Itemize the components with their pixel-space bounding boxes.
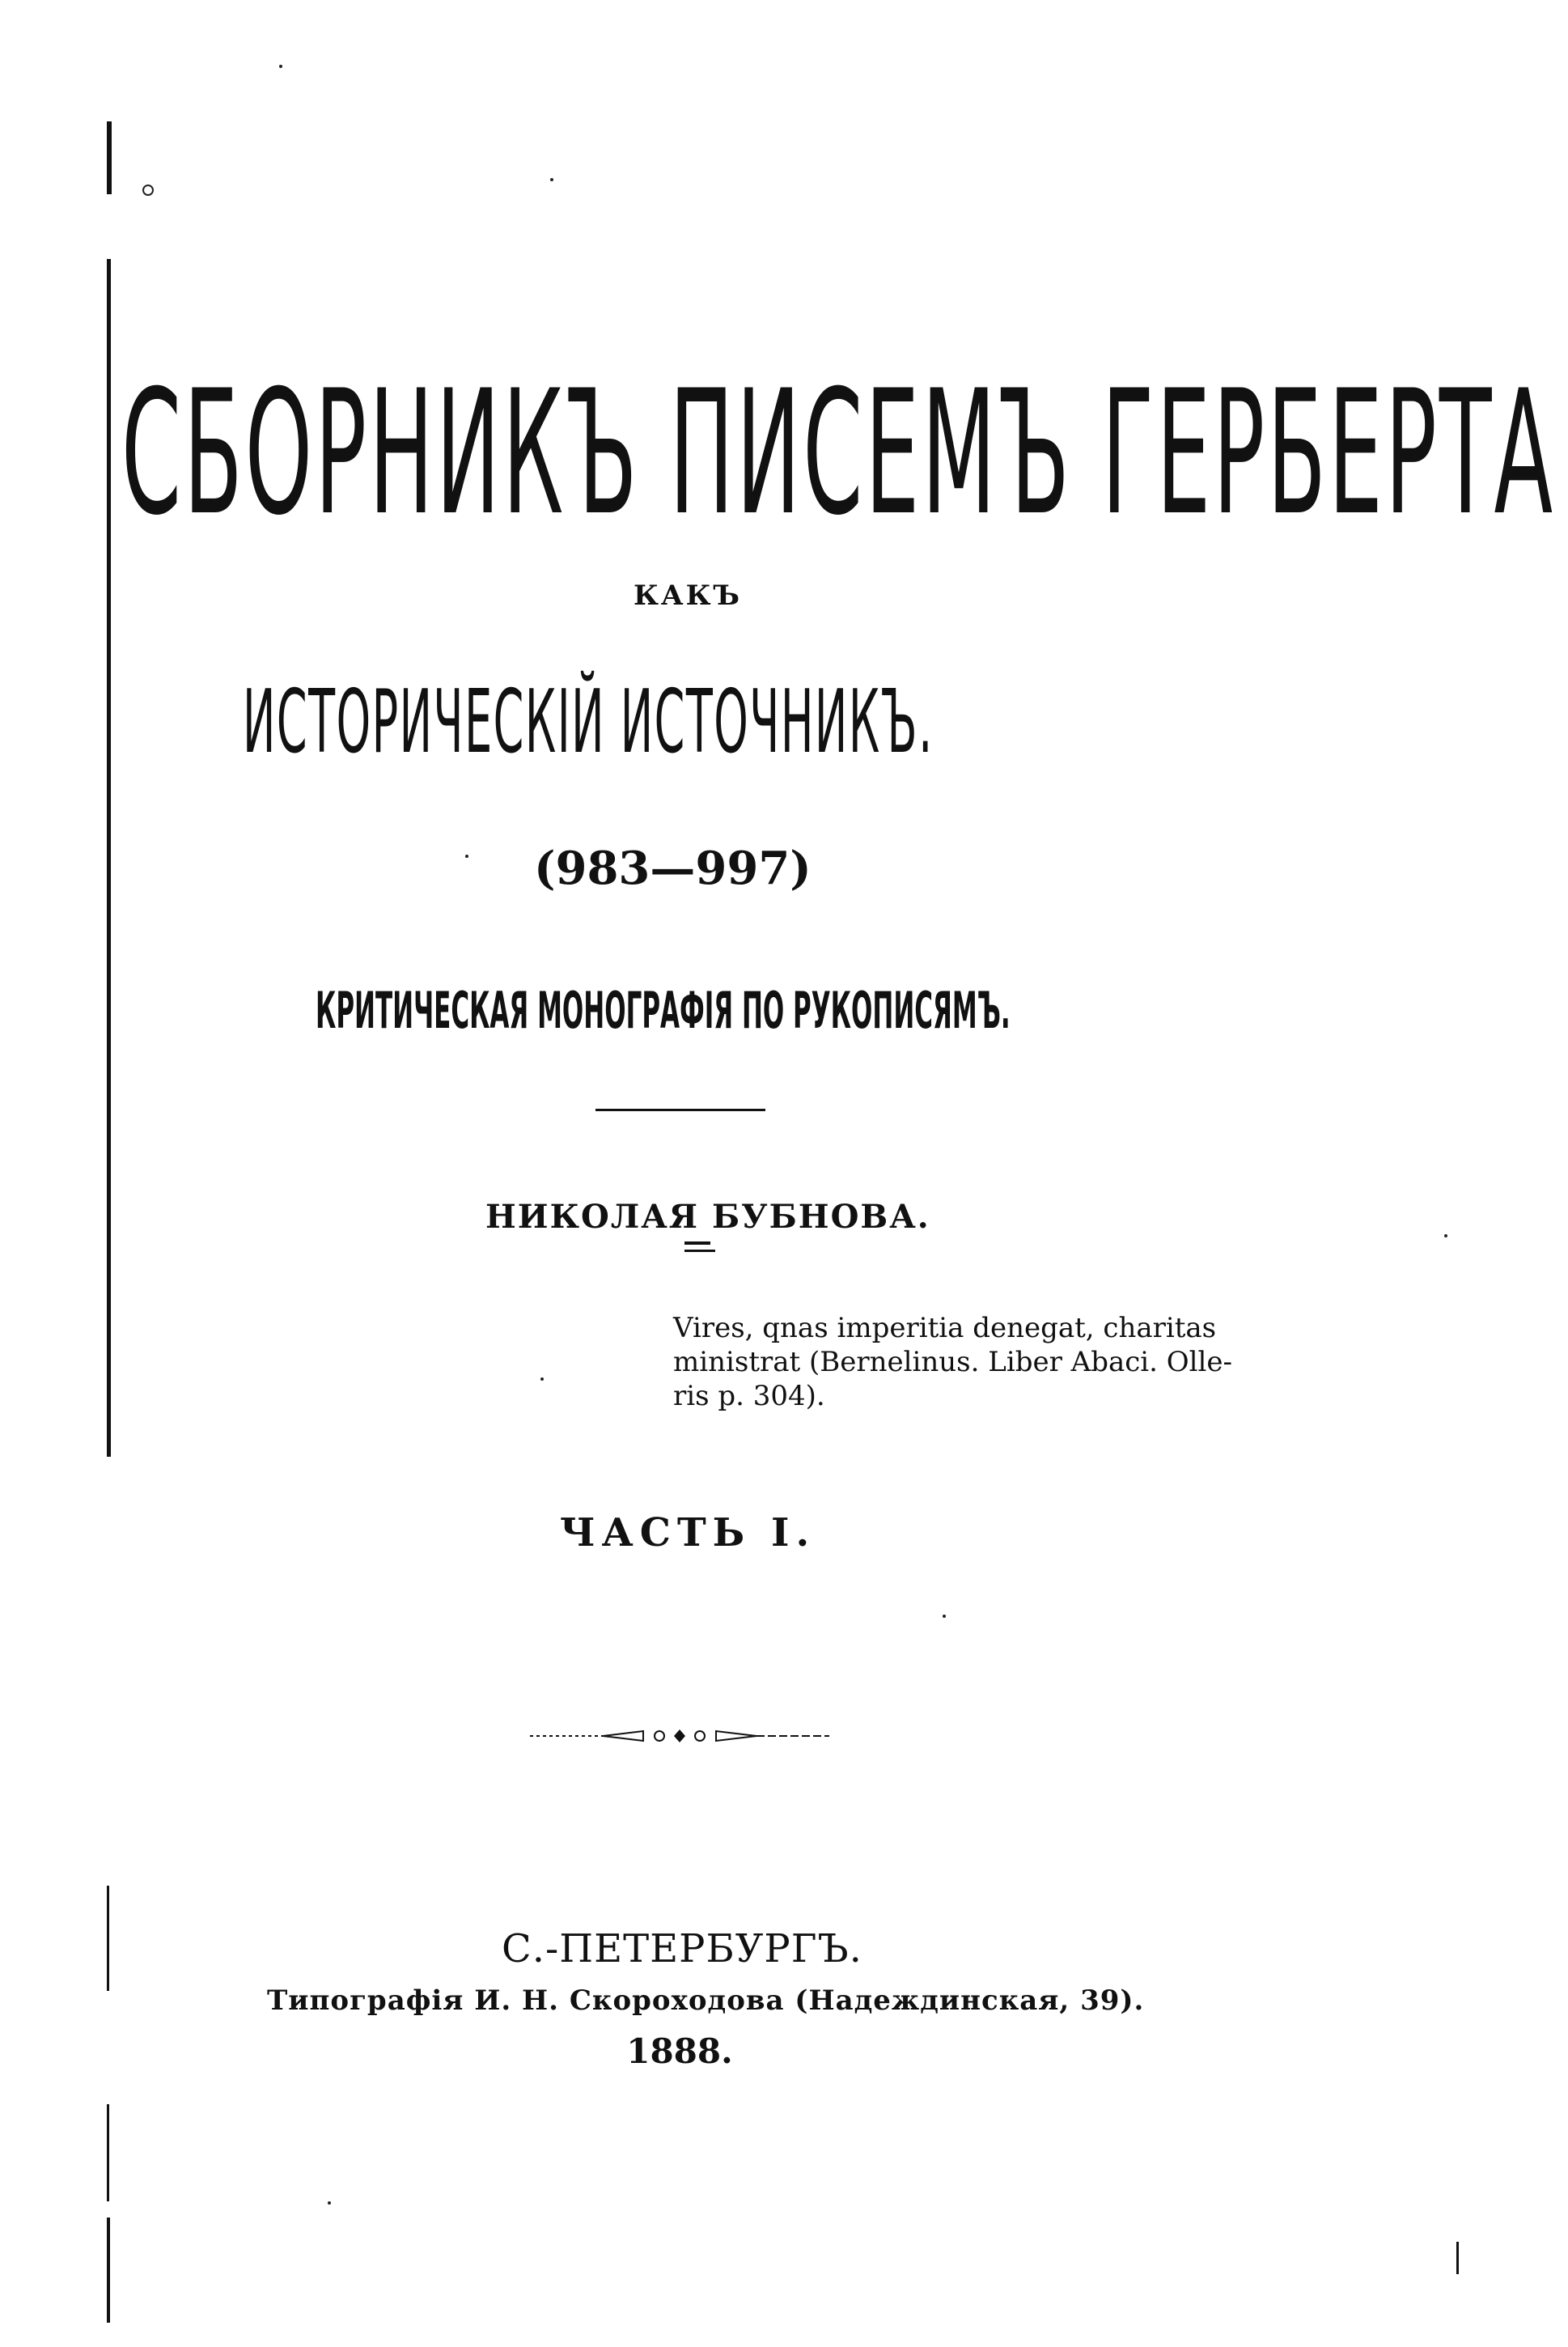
epigraph-line: Vires, qnas imperitia denegat, charitas: [673, 1312, 1217, 1344]
imprint-year: 1888.: [626, 2031, 733, 2071]
book-subtitle: ИСТОРИЧЕСКІЙ ИСТОЧНИКЪ.: [243, 672, 934, 773]
scan-speck: [1444, 1234, 1447, 1237]
scan-edge-line-low3: [107, 2218, 110, 2323]
epigraph: [673, 1311, 1232, 1413]
epigraph-line: ris p. 304).: [673, 1380, 825, 1412]
separator-rule: [595, 1109, 765, 1111]
scan-speck: [550, 178, 553, 181]
scan-speck: [943, 1615, 946, 1618]
scan-speck: [279, 65, 282, 68]
scan-speck: [540, 1377, 544, 1381]
scan-speck: [142, 185, 154, 196]
book-title: СБОРНИКЪ ПИСЕМЪ ГЕРБЕРТА: [121, 353, 1556, 553]
scan-speck: [328, 2201, 331, 2205]
imprint-printer: Типографія И. Н. Скороходова (Надеждинская, 39).: [267, 1984, 1145, 2017]
scan-edge-line-low2: [107, 2104, 109, 2201]
author-name: НИКОЛАЯ БУБНОВА.: [485, 1198, 930, 1236]
imprint-city: С.-ПЕТЕРБУРГЪ.: [502, 1926, 862, 1971]
author-underline-mark: [684, 1241, 710, 1245]
ornament-divider-icon: [530, 1724, 829, 1748]
monograph-line: КРИТИЧЕСКАЯ МОНОГРАФІЯ ПО РУКОПИСЯМЪ.: [316, 981, 1011, 1040]
scan-edge-line-right: [1456, 2242, 1459, 2274]
scan-speck: [465, 855, 468, 858]
title-connector: КАКЪ: [633, 579, 743, 612]
year-range: (983—997): [534, 842, 812, 895]
scan-edge-line-main: [107, 259, 111, 1457]
epigraph-line: ministrat (Bernelinus. Liber Abaci. Olle-: [673, 1346, 1232, 1378]
scan-edge-line-low1: [107, 1886, 109, 1991]
author-underline-mark: [684, 1250, 715, 1252]
scan-edge-line-top: [107, 121, 112, 194]
part-label: ЧАСТЬ I.: [559, 1510, 816, 1555]
